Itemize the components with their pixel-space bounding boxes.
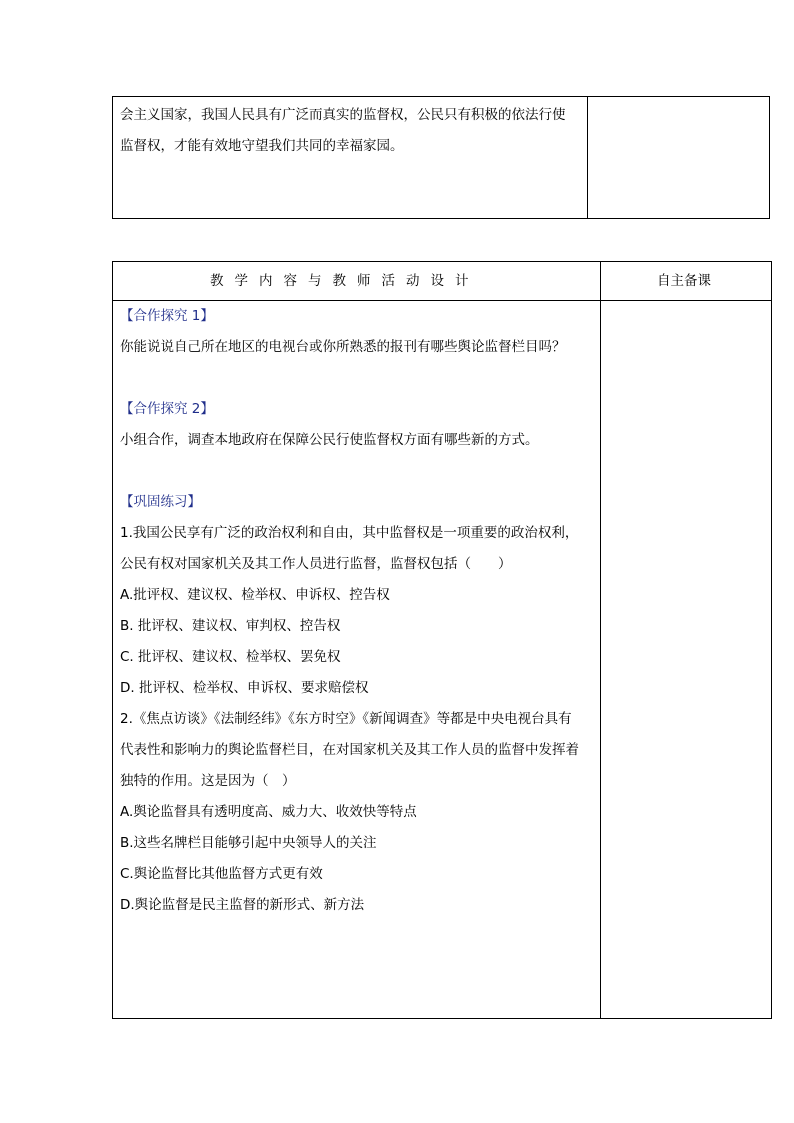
question-1-option-b: B. 批评权、建议权、审判权、控告权	[120, 618, 341, 634]
header-teaching-content: 教学内容与教师活动设计	[210, 273, 480, 289]
cooperative-inquiry-2-text: 小组合作，调查本地政府在保障公民行使监督权方面有哪些新的方式。	[120, 432, 539, 448]
question-2-option-b: B.这些名牌栏目能够引起中央领导人的关注	[120, 835, 377, 851]
question-1-option-a: A.批评权、建议权、检举权、申诉权、控告权	[120, 587, 390, 603]
continuation-text	[120, 100, 582, 162]
lesson-table-column-divider	[600, 261, 601, 1019]
section-heading-cooperative-inquiry-2: 【合作探究 2】	[120, 401, 214, 417]
question-1-option-c: C. 批评权、建议权、检举权、罢免权	[120, 649, 341, 665]
question-1-line-1: 1.我国公民享有广泛的政治权利和自由，其中监督权是一项重要的政治权利，	[120, 525, 579, 541]
spacer	[120, 456, 596, 487]
question-2-option-c: C.舆论监督比其他监督方式更有效	[120, 866, 323, 882]
question-2-option-a: A.舆论监督具有透明度高、威力大、收效快等特点	[120, 804, 417, 820]
question-2-line-1: 2.《焦点访谈》《法制经纬》《东方时空》《新闻调查》等都是中央电视台具有	[120, 711, 572, 727]
continuation-line-1: 会主义国家，我国人民具有广泛而真实的监督权，公民只有积极的依法行使	[120, 107, 566, 123]
spacer	[120, 363, 596, 394]
question-2-line-3: 独特的作用。这是因为（ ）	[120, 773, 296, 789]
question-1-line-2: 公民有权对国家机关及其工作人员进行监督，监督权包括（ ）	[120, 556, 512, 572]
section-heading-cooperative-inquiry-1: 【合作探究 1】	[120, 308, 214, 324]
question-1-option-d: D. 批评权、检举权、申诉权、要求赔偿权	[120, 680, 369, 696]
header-self-preparation: 自主备课	[657, 273, 711, 289]
continuation-table-divider	[587, 96, 588, 219]
question-2-option-d: D.舆论监督是民主监督的新形式、新方法	[120, 897, 365, 913]
section-heading-practice: 【巩固练习】	[120, 494, 201, 510]
continuation-line-2: 监督权，才能有效地守望我们共同的幸福家园。	[120, 138, 404, 154]
lesson-content	[120, 301, 596, 921]
cooperative-inquiry-1-text: 你能说说自己所在地区的电视台或你所熟悉的报刊有哪些舆论监督栏目吗？	[120, 339, 566, 355]
question-2-line-2: 代表性和影响力的舆论监督栏目，在对国家机关及其工作人员的监督中发挥着	[120, 742, 579, 758]
